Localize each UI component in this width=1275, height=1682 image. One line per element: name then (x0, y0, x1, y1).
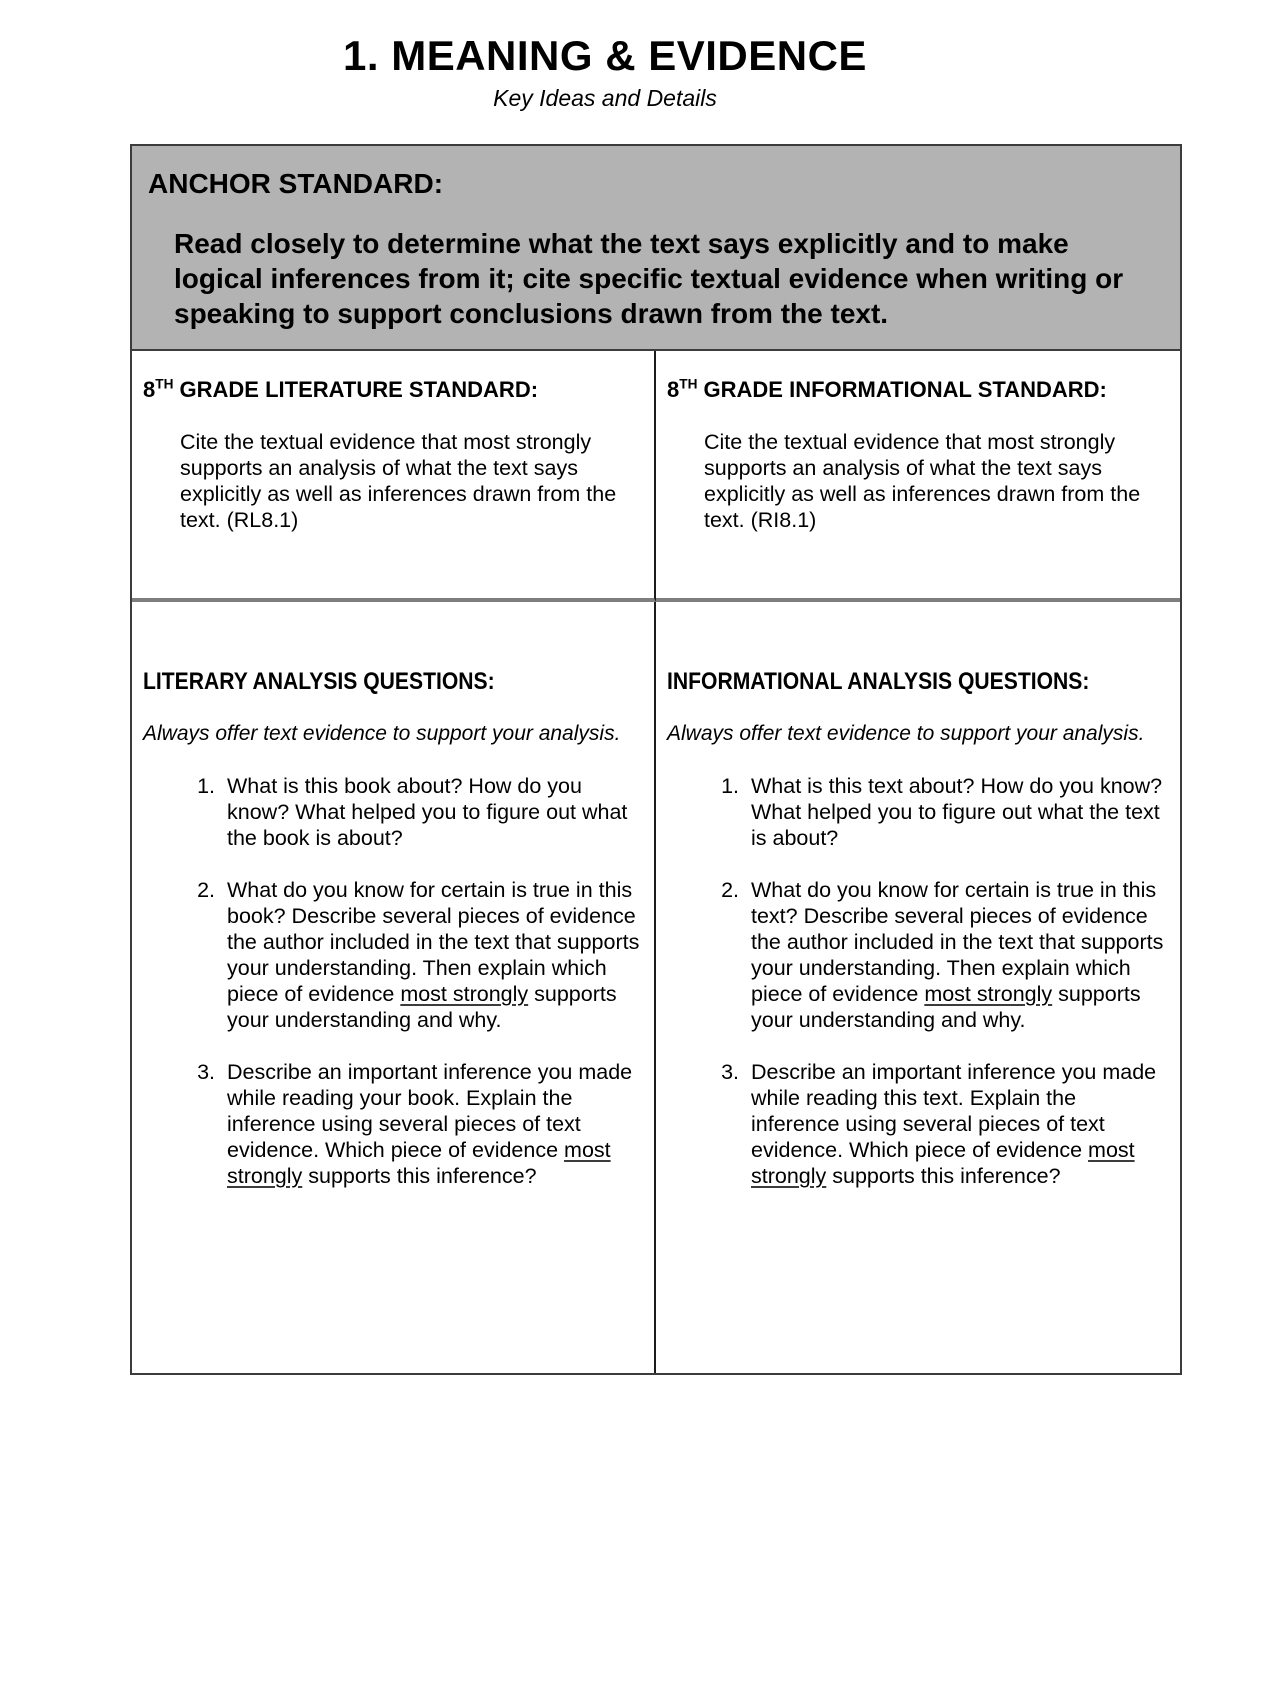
question-text: supports this inference? (826, 1163, 1061, 1188)
grade-number: 8 (667, 377, 680, 403)
question-text: What do you know for certain is true in this book? Describe several pieces of evidence the author included in the text that supports your understanding. Then explain which piece of evidence (227, 877, 640, 1006)
underlined-phrase: most strongly (924, 981, 1053, 1006)
question-text: What is this book about? How do you know? What helped you to figure out what the book is about? (227, 773, 628, 850)
underlined-phrase: most strongly (400, 981, 529, 1006)
informational-questions-cell (656, 602, 1180, 1373)
literary-questions-cell (132, 602, 656, 1373)
literature-standard-cell (132, 351, 656, 602)
literary-questions-list (143, 773, 640, 1189)
question-text: What is this text about? How do you know? What helped you to figure out what the text is about? (751, 773, 1163, 850)
literary-questions-heading: LITERARY ANALYSIS QUESTIONS: (143, 668, 495, 696)
grade-ordinal: TH (155, 376, 174, 392)
page-subtitle: Key Ideas and Details (493, 85, 717, 112)
literature-standard-heading (143, 377, 640, 403)
question-item (221, 1059, 640, 1189)
anchor-standard-heading: ANCHOR STANDARD: (148, 167, 444, 199)
literary-questions-note: Always offer text evidence to support your analysis. (143, 721, 621, 745)
standard-heading-text: GRADE LITERATURE STANDARD: (173, 377, 539, 403)
question-text: What do you know for certain is true in this text? Describe several pieces of evidence the author included in the text that supports your understanding. Then explain which piece of evidence (751, 877, 1164, 1006)
underlined-phrase: most strongly (227, 1137, 611, 1188)
document-header (130, 32, 1080, 113)
question-item (221, 773, 640, 851)
question-text: supports your understanding and why. (227, 981, 617, 1032)
question-text: supports this inference? (302, 1163, 537, 1188)
standards-table (130, 351, 1182, 1375)
informational-questions-list (667, 773, 1166, 1189)
grade-number: 8 (143, 377, 156, 403)
informational-questions-note: Always offer text evidence to support your analysis. (667, 721, 1145, 745)
question-item (745, 877, 1166, 1033)
informational-standard-text: Cite the textual evidence that most strongly supports an analysis of what the text says explicitly as well as inferences drawn from the text. (RI8.1) (704, 430, 1141, 533)
anchor-standard-box (130, 144, 1182, 351)
literature-standard-text: Cite the textual evidence that most strongly supports an analysis of what the text says explicitly as well as inferences drawn from the text. (RL8.1) (180, 430, 617, 533)
informational-standard-heading (667, 377, 1166, 403)
informational-standard-cell (656, 351, 1180, 602)
document-content (130, 144, 1182, 1375)
underlined-phrase: most strongly (751, 1137, 1135, 1188)
grade-ordinal: TH (679, 376, 698, 392)
question-text: Describe an important inference you made while reading your book. Explain the inference using several pieces of text evidence. Which piece of evidence (227, 1059, 633, 1162)
anchor-standard-text: Read closely to determine what the text says explicitly and to make logical inferences from it; cite specific textual evidence when writing or speaking to support conclusions drawn from the text. (174, 228, 1124, 330)
question-text: supports your understanding and why. (751, 981, 1141, 1032)
standard-heading-text: GRADE INFORMATIONAL STANDARD: (697, 377, 1107, 403)
informational-questions-heading: INFORMATIONAL ANALYSIS QUESTIONS: (667, 668, 1090, 696)
question-item (221, 877, 640, 1033)
question-item (745, 773, 1166, 851)
page-title: 1. MEANING & EVIDENCE (343, 32, 867, 79)
question-text: Describe an important inference you made while reading this text. Explain the inference using several pieces of text evidence. Which piece of evidence (751, 1059, 1157, 1162)
question-item (745, 1059, 1166, 1189)
